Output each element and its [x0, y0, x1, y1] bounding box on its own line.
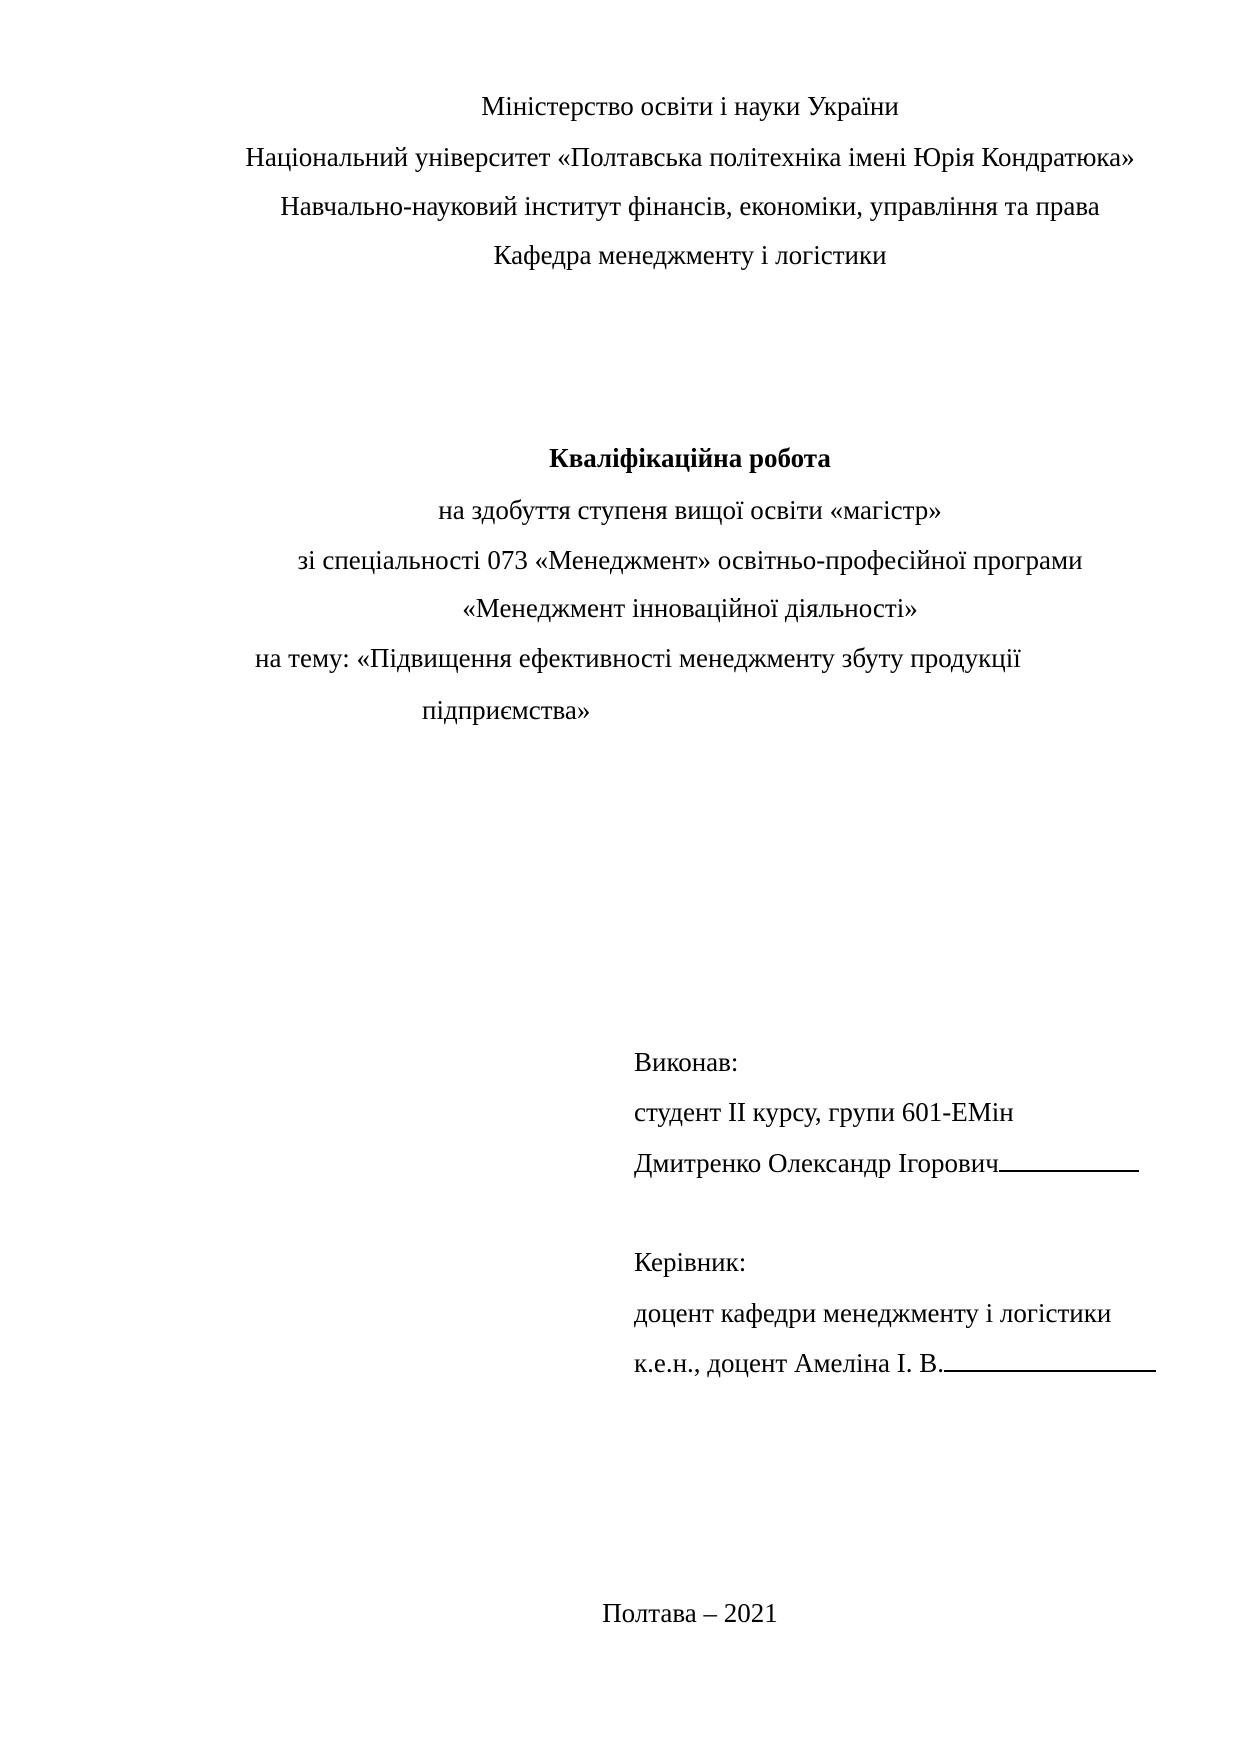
- topic-line-1: на тему: «Підвищення ефективності менеджменту збуту продукції: [255, 643, 1021, 673]
- program-line: «Менеджмент інноваційної діяльності»: [462, 593, 918, 623]
- author-label: Виконав:: [634, 1047, 739, 1077]
- supervisor-signature-row: [634, 1347, 1156, 1379]
- document-title: Кваліфікаційна робота: [549, 443, 831, 473]
- topic-line-2: підприємства»: [422, 695, 591, 725]
- author-name: Дмитренко Олександр Ігорович: [634, 1148, 999, 1178]
- supervisor-label: Керівник:: [634, 1247, 747, 1277]
- city-year: Полтава – 2021: [602, 1598, 778, 1628]
- supervisor-signature-line: [944, 1348, 1156, 1372]
- specialty-line: зі спеціальності 073 «Менеджмент» освітньо-професійної програми: [297, 545, 1083, 575]
- author-signature-row: [634, 1147, 1139, 1179]
- department-line: Кафедра менеджменту і логістики: [493, 240, 887, 270]
- author-course: студент ІІ курсу, групи 601-ЕМін: [634, 1097, 1014, 1127]
- ministry-line: Міністерство освіти і науки України: [481, 91, 899, 121]
- university-line: Національний університет «Полтавська політехніка імені Юрія Кондратюка»: [245, 142, 1135, 172]
- supervisor-position: доцент кафедри менеджменту і логістики: [634, 1298, 1112, 1328]
- author-signature-line: [999, 1148, 1139, 1172]
- degree-line: на здобуття ступеня вищої освіти «магістр»: [438, 495, 942, 525]
- institute-line: Навчально-науковий інститут фінансів, економіки, управління та права: [280, 191, 1100, 221]
- supervisor-name: к.е.н., доцент Амеліна І. В.: [634, 1348, 944, 1378]
